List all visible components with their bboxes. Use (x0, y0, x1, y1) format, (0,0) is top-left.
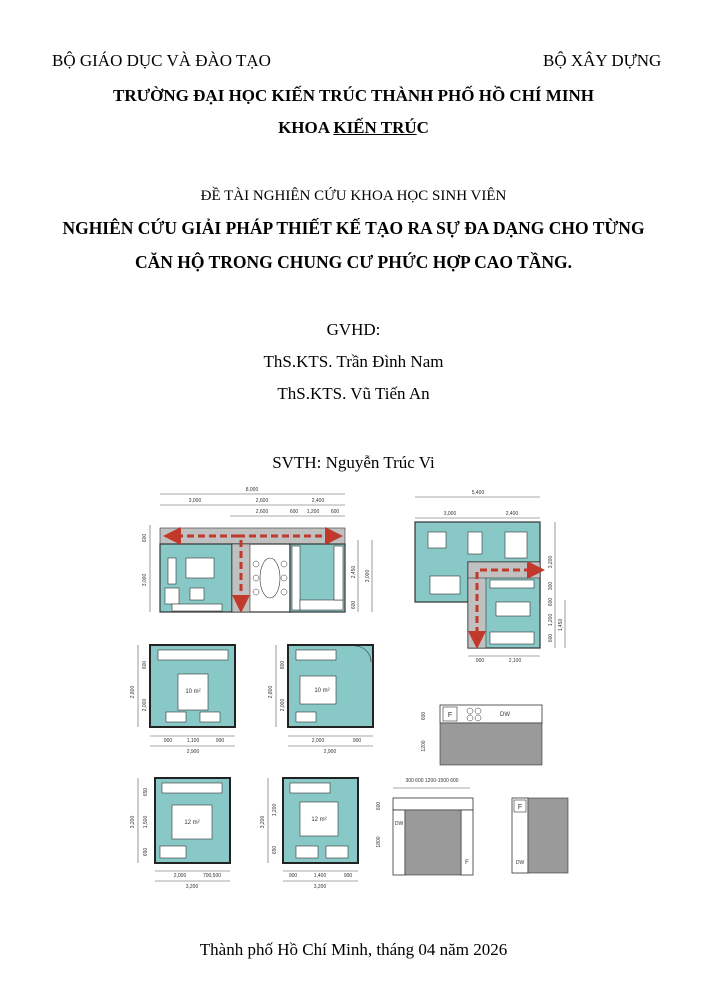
svg-text:800: 800 (280, 660, 286, 670)
bedroom-plan-3 (130, 778, 230, 890)
svg-text:1,100: 1,100 (186, 738, 200, 744)
svg-text:8,000: 8,000 (245, 487, 259, 493)
svg-text:1,450: 1,450 (558, 618, 564, 632)
svg-text:DW: DW (500, 712, 510, 718)
svg-text:2,800: 2,800 (130, 685, 136, 699)
svg-text:900: 900 (343, 873, 353, 879)
bedroom-plan-4 (260, 778, 358, 890)
svg-text:F: F (465, 860, 469, 866)
svg-text:700,500: 700,500 (202, 873, 222, 879)
svg-text:1800: 1800 (376, 836, 382, 848)
svg-text:3,200: 3,200 (185, 884, 199, 890)
svg-text:2,600: 2,600 (255, 509, 269, 515)
svg-text:900: 900 (475, 658, 485, 664)
svg-text:900: 900 (288, 873, 298, 879)
svg-text:3,000: 3,000 (365, 569, 371, 583)
svg-text:2,400: 2,400 (505, 511, 519, 517)
svg-text:12 m²: 12 m² (184, 820, 200, 826)
ministry-right: BỘ XÂY DỰNG (543, 51, 662, 70)
svg-text:12 m²: 12 m² (311, 817, 327, 823)
svg-text:2,800: 2,800 (268, 685, 274, 699)
svg-text:3,200: 3,200 (130, 815, 136, 829)
plan-a (142, 487, 372, 612)
svg-text:2,100: 2,100 (508, 658, 522, 664)
kitchen-plan-a (421, 705, 542, 765)
topic-label: ĐỀ TÀI NGHIÊN CỨU KHOA HỌC SINH VIÊN (200, 188, 507, 204)
svg-text:650: 650 (272, 845, 278, 855)
svg-text:600: 600 (330, 509, 340, 515)
svg-text:DW: DW (515, 860, 525, 866)
svg-text:2,450: 2,450 (351, 565, 357, 579)
university-name: TRƯỜNG ĐẠI HỌC KIẾN TRÚC THÀNH PHỐ HỒ CHÍ MINH (113, 86, 594, 105)
supervisor-label: GVHD: (326, 320, 381, 339)
supervisor-name: ThS.KTS. Vũ Tiến An (277, 384, 430, 403)
svg-text:3,000: 3,000 (443, 511, 457, 517)
svg-text:2,000: 2,000 (173, 873, 187, 879)
svg-text:600: 600 (351, 600, 357, 610)
svg-text:1,500: 1,500 (143, 815, 149, 829)
svg-text:2,600: 2,600 (255, 498, 269, 504)
kitchen-plan-c (512, 798, 568, 873)
svg-text:600: 600 (548, 597, 554, 607)
svg-text:1,200: 1,200 (272, 803, 278, 817)
svg-text:600: 600 (142, 533, 148, 543)
svg-text:600: 600 (421, 711, 427, 721)
svg-text:3,000: 3,000 (188, 498, 202, 504)
svg-text:F: F (447, 712, 453, 719)
svg-text:1200: 1200 (421, 740, 427, 752)
svg-text:2,000: 2,000 (280, 698, 286, 712)
svg-text:2,000: 2,000 (142, 698, 148, 712)
bedroom-plan-2 (268, 645, 373, 755)
topic-title-line-2: CĂN HỘ TRONG CHUNG CƯ PHỨC HỢP CAO TẦNG. (134, 252, 573, 272)
floor-plan-illustrations (0, 480, 707, 910)
student-name: SVTH: Nguyễn Trúc Vi (272, 453, 435, 472)
svg-text:300: 300 (548, 581, 554, 591)
svg-text:2,900: 2,900 (186, 749, 200, 755)
svg-text:600: 600 (289, 509, 299, 515)
svg-text:F: F (517, 804, 523, 811)
svg-text:300 600 1200-1500 600: 300 600 1200-1500 600 (405, 778, 459, 784)
svg-text:2,900: 2,900 (323, 749, 337, 755)
svg-text:2,000: 2,000 (311, 738, 325, 744)
svg-text:5,400: 5,400 (471, 490, 485, 496)
svg-text:1,400: 1,400 (313, 873, 327, 879)
bedroom-plan-1 (130, 645, 235, 755)
svg-text:3,200: 3,200 (260, 815, 266, 829)
svg-text:900: 900 (352, 738, 362, 744)
svg-text:900: 900 (215, 738, 225, 744)
ministry-left: BỘ GIÁO DỤC VÀ ĐÀO TẠO (52, 51, 271, 70)
supervisor-name: ThS.KTS. Trần Đình Nam (263, 352, 444, 371)
svg-text:3,000: 3,000 (142, 573, 148, 587)
svg-text:600: 600 (376, 801, 382, 811)
footer-place-date: Thành phố Hồ Chí Minh, tháng 04 năm 2026 (199, 940, 508, 959)
svg-text:1,200: 1,200 (306, 509, 320, 515)
svg-text:650: 650 (143, 847, 149, 857)
plan-b (415, 490, 565, 664)
faculty-name: KHOA KIẾN TRÚC (278, 118, 429, 137)
svg-text:3,200: 3,200 (548, 555, 554, 569)
svg-text:2,400: 2,400 (311, 498, 325, 504)
svg-text:1,200: 1,200 (548, 613, 554, 627)
svg-text:10 m²: 10 m² (185, 689, 201, 695)
svg-text:3,200: 3,200 (313, 884, 327, 890)
svg-text:650: 650 (143, 787, 149, 797)
topic-title-line-1: NGHIÊN CỨU GIẢI PHÁP THIẾT KẾ TẠO RA SỰ ĐA DẠNG CHO TỪNG (62, 218, 645, 238)
kitchen-plan-b (376, 778, 473, 875)
svg-text:10 m²: 10 m² (314, 688, 330, 694)
svg-text:900: 900 (163, 738, 173, 744)
svg-text:600: 600 (142, 660, 148, 670)
svg-text:DW: DW (394, 821, 404, 827)
svg-text:600: 600 (548, 633, 554, 643)
